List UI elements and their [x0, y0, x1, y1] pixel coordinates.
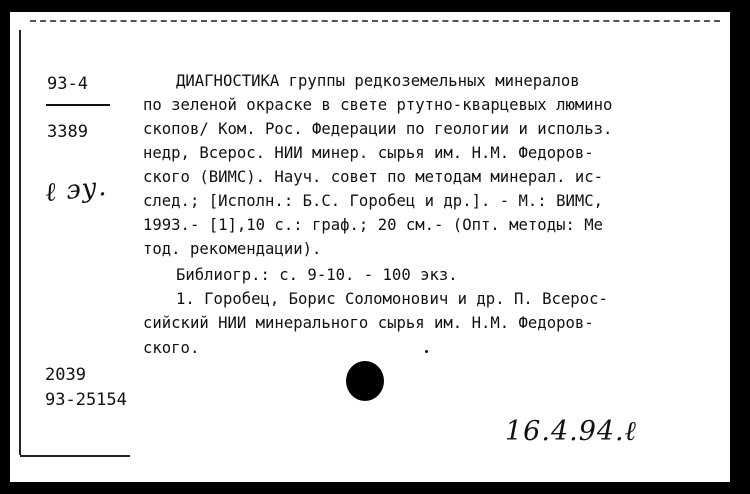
- body-line-5: ского (ВИМС). Науч. совет по методам минерал. ис-: [143, 168, 604, 186]
- body-line-10: 1. Горобец, Борис Соломонович и др. П. Всерос-: [176, 290, 608, 308]
- accession-number-1: 2039: [45, 365, 86, 385]
- body-line-4: недр, Всерос. НИИ минер. сырья им. Н.М. Федоров-: [143, 144, 594, 162]
- catalog-card: [10, 12, 730, 482]
- card-top-edge: [30, 20, 720, 22]
- call-number-bottom: 3389: [47, 122, 88, 142]
- handwritten-date: 16.4.94.ℓ: [505, 416, 637, 447]
- body-line-7: 1993.- [1],10 с.: граф.; 20 см.- (Опт. методы: Ме: [143, 216, 604, 234]
- body-line-1: ДИАГНОСТИКА группы редкоземельных минералов: [176, 72, 580, 90]
- body-line-12: ского.: [143, 339, 200, 357]
- call-number-top: 93-4: [47, 74, 88, 94]
- body-line-8: тод. рекомендации).: [143, 240, 322, 258]
- body-line-11: сийский НИИ минерального сырья им. Н.М. Федоров-: [143, 314, 594, 332]
- call-number-divider: [46, 104, 110, 106]
- punch-hole: [346, 361, 384, 401]
- body-line-3: скопов/ Ком. Рос. Федерации по геологии и использ.: [143, 120, 613, 138]
- body-line-2: по зеленой окраске в свете ртутно-кварцевых люмино: [143, 96, 613, 114]
- body-line-6: след.; [Исполн.: Б.С. Горобец и др.]. - М.: ВИМС,: [143, 192, 604, 210]
- handwritten-mark: ℓ эу.: [43, 171, 109, 209]
- accession-number-2: 93-25154: [45, 390, 127, 410]
- card-bottom-left-edge: [20, 455, 130, 457]
- card-left-edge: [19, 30, 21, 455]
- ink-dot: [425, 350, 428, 353]
- body-line-9: Библиогр.: с. 9-10. - 100 экз.: [176, 266, 458, 284]
